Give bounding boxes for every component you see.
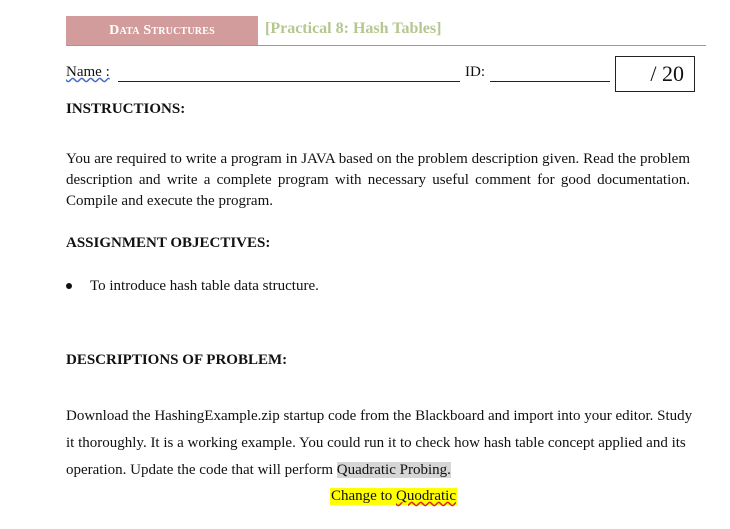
course-title: Data Structures (109, 22, 215, 38)
header-divider (66, 45, 706, 46)
id-label: ID: (465, 64, 485, 80)
bullet-icon (66, 283, 72, 289)
problem-text: Download the HashingExample.zip startup code from the Blackboard and import into your editor. Study it thoroughly. It is a working example. You could run it to check how hash table concept applied and its operation. Update the code that will perform (66, 408, 693, 478)
problem-description (66, 403, 696, 484)
instructions-heading: INSTRUCTIONS: (66, 101, 186, 117)
objectives-heading: ASSIGNMENT OBJECTIVES: (66, 235, 271, 251)
id-field-line[interactable] (490, 81, 610, 82)
objective-item: To introduce hash table data structure. (90, 278, 319, 294)
name-field-line[interactable] (118, 81, 460, 82)
name-label: Name : (66, 64, 110, 80)
quadratic-probing-highlight: Quadratic Probing. (336, 462, 451, 478)
instructions-text: You are required to write a program in JAVA based on the problem description given. Read the problem description and write a complete program with necessary useful comment for good documentation. Compile and execute the program. (66, 151, 690, 209)
score-value: / 20 (650, 61, 684, 86)
practical-title: [Practical 8: Hash Tables] (265, 20, 442, 37)
change-note (330, 488, 457, 505)
score-box (615, 56, 695, 92)
change-note-prefix: Change to (331, 488, 396, 504)
misspelled-word: Quodratic (396, 488, 456, 504)
problem-heading: DESCRIPTIONS OF PROBLEM: (66, 352, 288, 368)
course-banner (66, 16, 258, 45)
